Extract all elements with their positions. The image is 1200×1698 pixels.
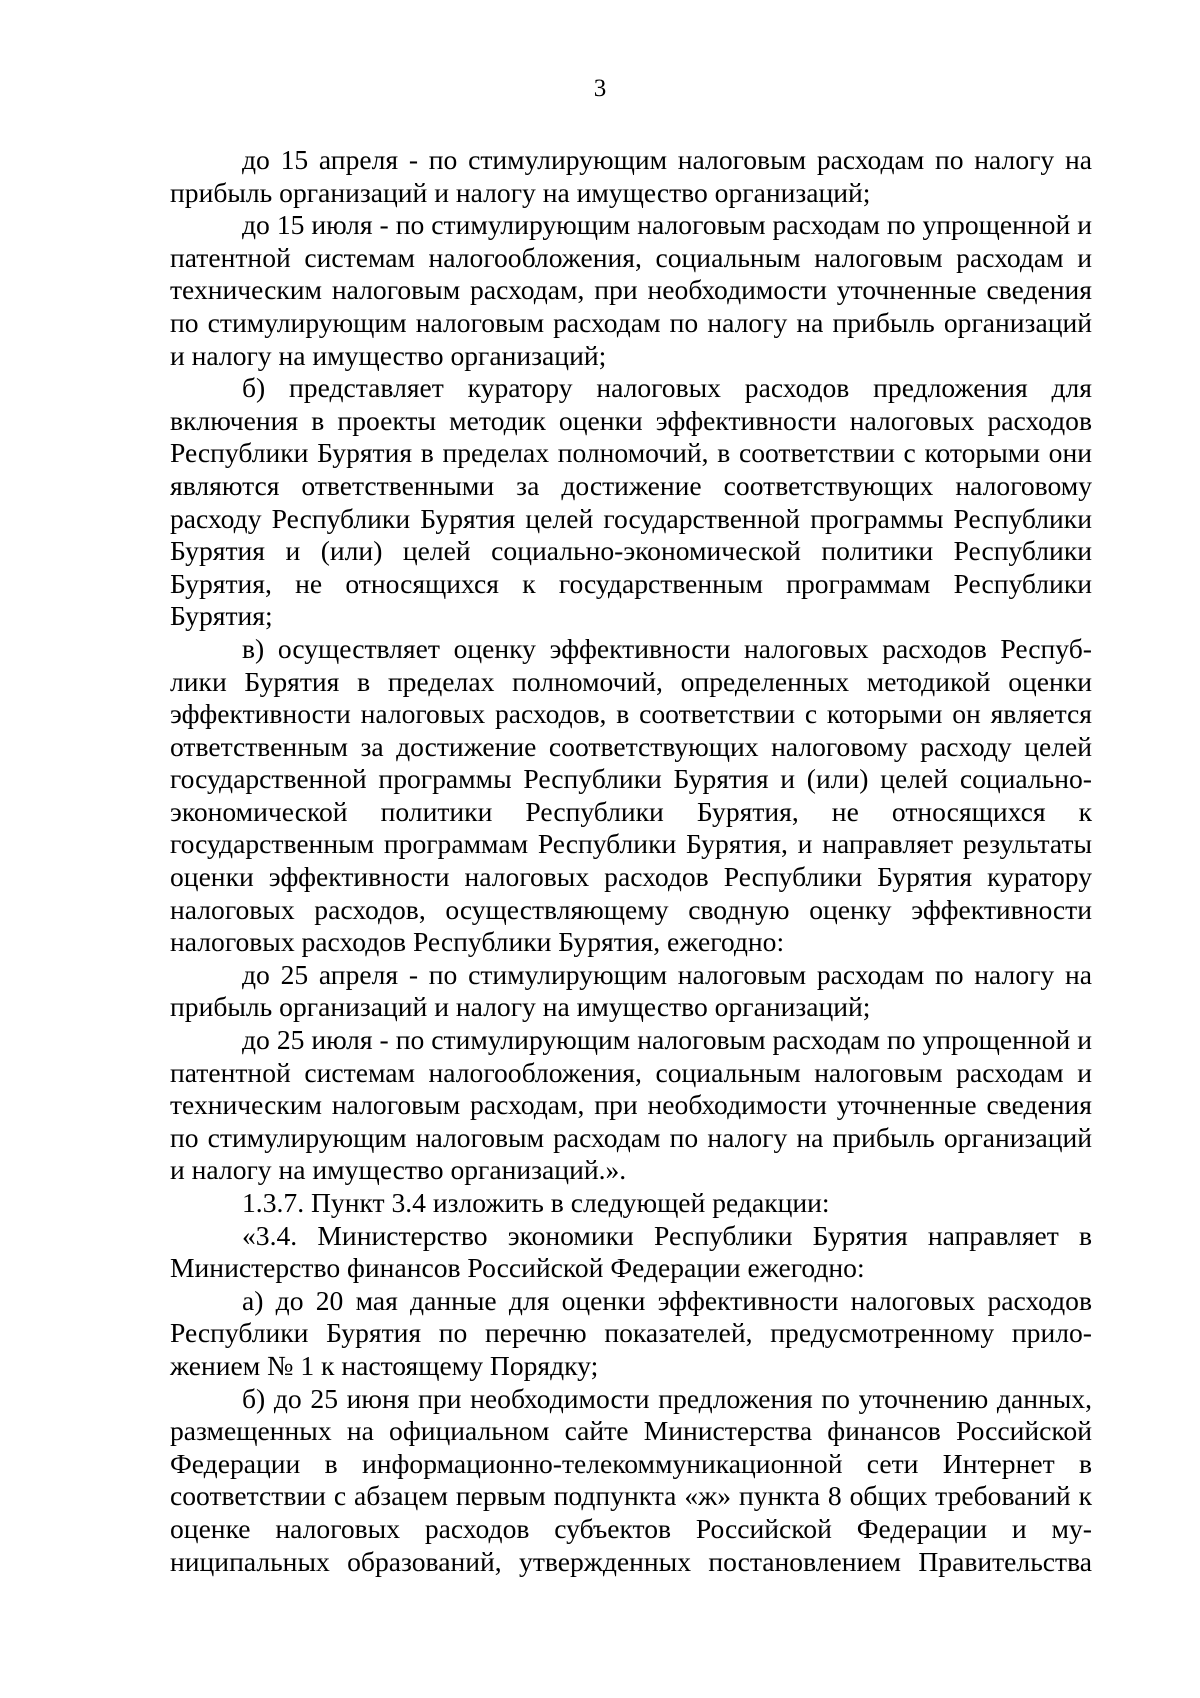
paragraph-deadline-july-25: до 25 июля - по стимулирующим налоговым расходам по упрощенной и патентной системам налогообложения, социальным налоговым расходам и техническим налоговым расходам, при необходимости уточненные сведения по стимулирующим налоговым расходам по налогу на прибыль организаций и налогу на имущество организаций.». <box>170 1024 1092 1186</box>
paragraph-deadline-july-15: до 15 июля - по стимулирующим налоговым расходам по упрощенной и патентной системам налогообложения, социальным налоговым расходам и техническим налоговым расходам, при необходимости уточненные сведения по стимулирующим налоговым расходам по налогу на прибыль организаций и налогу на имущество организаций; <box>170 209 1092 371</box>
paragraph-item-b-june-25: б) до 25 июня при необходимости предложения по уточнению данных, размещенных на официальном сайте Министерства финансов Российской Федерации в информационно-телекоммуникационной сети Интернет в соответствии с абзацем первым подпункта «ж» пункта 8 общих требований к оценке налоговых расходов субъектов Российской Федерации и муниципальных образований, утвержденных постановлением Правительства <box>170 1382 1092 1577</box>
page-number: 3 <box>593 75 607 102</box>
paragraph-deadline-april-25: до 25 апреля - по стимулирующим налоговым расходам по налогу на прибыль организаций и налогу на имущество организаций; <box>170 958 1092 1023</box>
paragraph-item-b-proposals: б) представляет куратору налоговых расходов предложения для включения в проекты методик оценки эффективности налоговых расходов Республики Бурятия в пределах полномочий, в соответствии с которыми они являются ответственными за достижение соответствующих налоговому расходу Республики Бурятия целей государственной программы Республики Бурятия и (или) целей социально-экономической политики Республики Бурятия, не относящихся к государственным программам Республики Бурятия; <box>170 372 1092 632</box>
paragraph-clause-1-3-7: 1.3.7. Пункт 3.4 изложить в следующей редакции: <box>242 1187 830 1218</box>
paragraph-clause-3-4: «3.4. Министерство экономики Республики Бурятия направляет в Министерство финансов Российской Федерации ежегодно: <box>170 1219 1092 1284</box>
paragraph-item-v-evaluation: в) осуществляет оценку эффективности налоговых расходов Республики Бурятия в пределах полномочий, определенных методикой оценки эффективности налоговых расходов, в соответствии с которыми он является ответственным за достижение соответствующих налоговому расходу целей государственной программы Республики Бурятия и (или) целей социально-экономической политики Республики Бурятия, не относящихся к государственным программам Республики Бурятия, и направляет результаты оценки эффективности налоговых расходов Республики Бурятия куратору налоговых расходов, осуществляющему сводную оценку эффективности налоговых расходов Республики Бурятия, ежегодно: <box>170 632 1092 958</box>
paragraph-deadline-april-15: до 15 апреля - по стимулирующим налоговым расходам по налогу на прибыль организаций и налогу на имущество организаций; <box>170 144 1092 208</box>
paragraph-item-a-may-20: а) до 20 мая данные для оценки эффективности налоговых расходов Республики Бурятия по перечню показателей, предусмотренному приложением № 1 к настоящему Порядку; <box>170 1284 1092 1381</box>
document-body <box>170 144 1092 1578</box>
